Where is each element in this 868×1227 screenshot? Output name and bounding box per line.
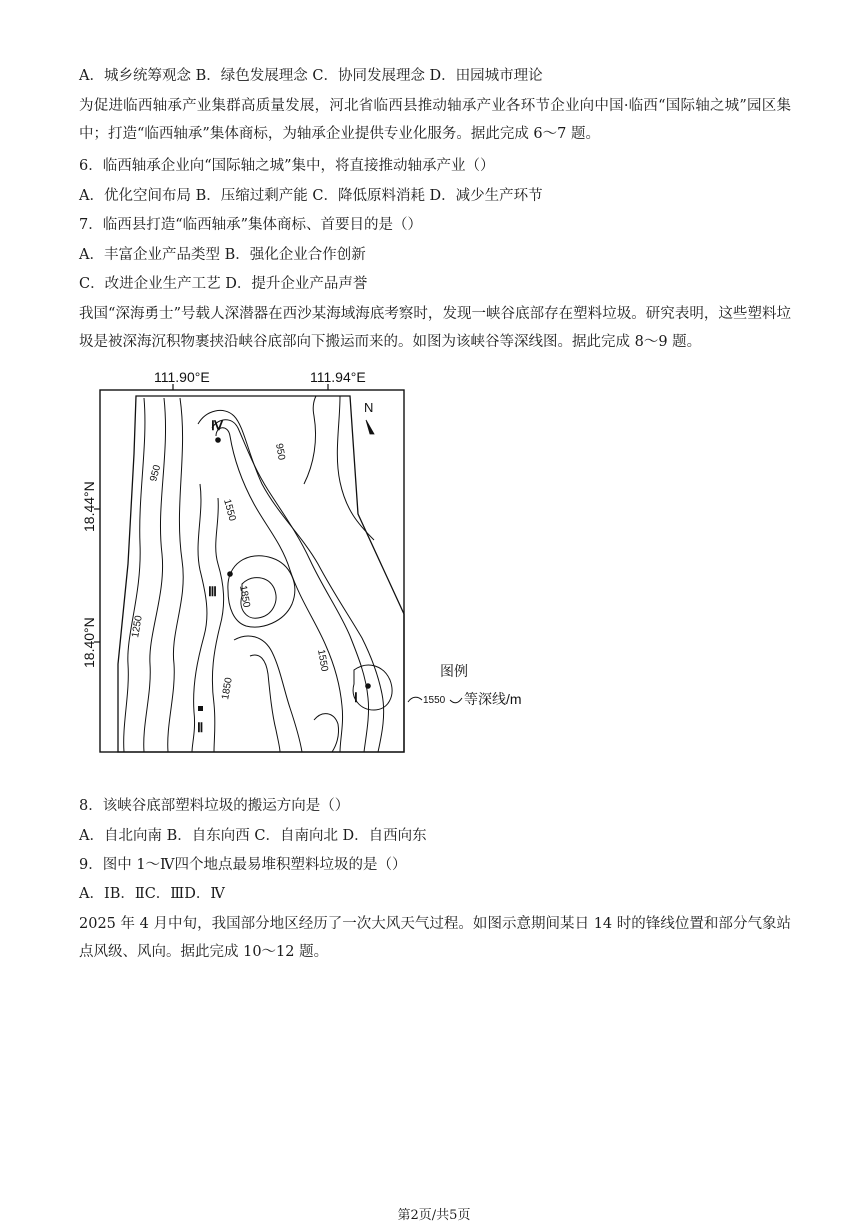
point-ii-marker	[198, 706, 203, 711]
contour-label: 1550	[221, 497, 238, 523]
latitude-label: 18.44°N	[81, 481, 97, 532]
question-7-options-ab: A．丰富企业产品类型 B．强化企业合作创新	[79, 247, 366, 263]
point-i-marker	[365, 683, 371, 689]
contour-label: 1550	[315, 648, 330, 673]
point-label-i: Ⅰ	[354, 690, 358, 705]
question-8-options: A．自北向南 B．自东向西 C．自南向北 D．自西向东	[79, 828, 427, 844]
page-footer: 第2页/共5页	[397, 1208, 471, 1223]
canyon-bathymetry-map	[78, 364, 558, 758]
longitude-label: 111.90°E	[154, 369, 210, 385]
point-label-iii: Ⅲ	[208, 584, 217, 599]
contour-lines	[124, 396, 392, 752]
question-7: 7．临西县打造“临西轴承”集体商标、首要目的是（）	[79, 217, 423, 233]
north-label: N	[364, 400, 374, 415]
question-8: 8．该峡谷底部塑料垃圾的搬运方向是（）	[79, 798, 350, 814]
question-6-options: A．优化空间布局 B．压缩过剩产能 C．降低原料消耗 D．减少生产环节	[79, 188, 543, 204]
contour-label: 950	[273, 442, 287, 461]
passage-8-9: 我国“深海勇士”号载人深潜器在西沙某海域海底考察时，发现一峡谷底部存在塑料垃圾。研究表明，这些塑料垃圾是被深海沉积物裹挟沿峡谷底部向下搬运而来的。如图为该峡谷等深线图。据此完成 8～9 题。	[79, 306, 791, 350]
question-9-options: A．ⅠB．ⅡC．ⅢD．Ⅳ	[79, 886, 225, 902]
question-9: 9．图中 1～Ⅳ四个地点最易堆积塑料垃圾的是（）	[79, 857, 407, 873]
legend-title: 图例	[440, 663, 468, 679]
point-iv-marker	[215, 437, 221, 443]
question-6: 6．临西轴承企业向“国际轴之城”集中，将直接推动轴承产业（）	[79, 158, 495, 174]
point-label-ii: Ⅱ	[197, 720, 204, 735]
point-label-iv: Ⅳ	[211, 418, 223, 433]
passage-6-7: 为促进临西轴承产业集群高质量发展，河北省临西县推动轴承产业各环节企业向中国·临西“国际轴之城”园区集中；打造“临西轴承”集体商标，为轴承企业提供专业化服务。据此完成 6～7 题。	[79, 98, 791, 142]
point-iii-marker	[227, 571, 233, 577]
contour-label: 1850	[237, 584, 252, 609]
north-arrow-icon	[364, 400, 374, 434]
data-area-boundary	[118, 396, 404, 752]
contour-label: 1250	[130, 614, 145, 639]
contour-label: 1850	[220, 676, 235, 701]
longitude-label: 111.94°E	[310, 369, 366, 385]
latitude-label: 18.40°N	[81, 617, 97, 668]
q5-options: A．城乡统筹观念 B．绿色发展理念 C．协同发展理念 D．田园城市理论	[79, 68, 543, 84]
legend-sample-value: 1550	[423, 695, 446, 706]
map-legend	[408, 663, 522, 707]
question-7-options-cd: C．改进企业生产工艺 D．提升企业产品声誉	[79, 276, 368, 292]
map-outer-frame	[100, 390, 404, 752]
legend-text: 等深线/m	[464, 691, 522, 707]
contour-label: 950	[148, 463, 164, 483]
passage-10-12: 2025 年 4 月中旬，我国部分地区经历了一次大风天气过程。如图示意期间某日 14 时的锋线位置和部分气象站点风级、风向。据此完成 10～12 题。	[79, 916, 791, 960]
